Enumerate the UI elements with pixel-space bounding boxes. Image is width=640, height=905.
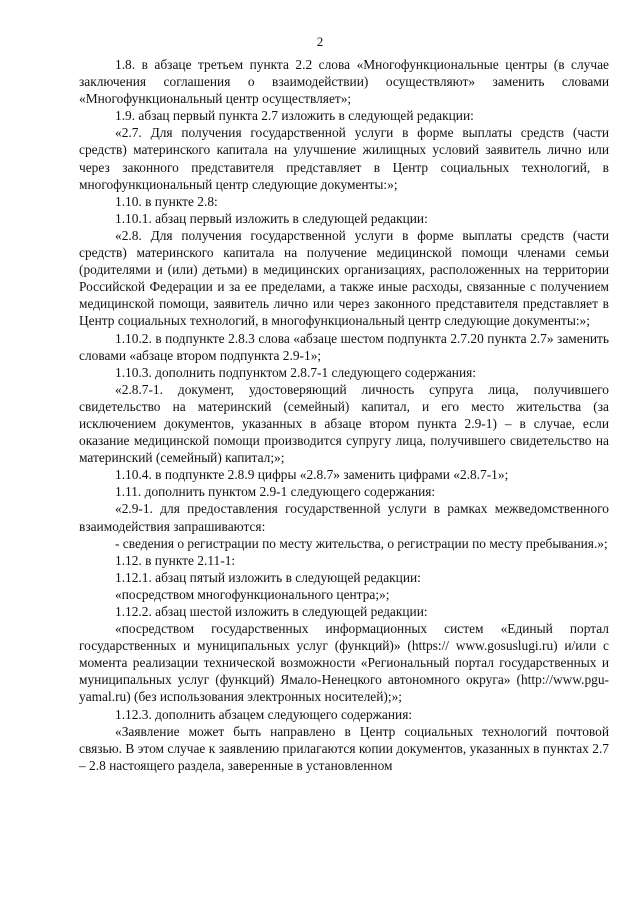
paragraph: 1.12.1. абзац пятый изложить в следующей редакции: — [115, 569, 421, 585]
paragraph: 1.10.3. дополнить подпунктом 2.8.7-1 следующего содержания: — [115, 364, 477, 380]
document-body — [79, 56, 609, 774]
paragraph: «посредством многофункционального центра;»; — [115, 586, 390, 602]
paragraph: «посредством государственных информационных систем «Единый портал государственных и муниципальных услуг (функций)» (https:// www.gosuslugi.ru) и/или с момента реализации технической возможности «Региональный портал государственных и муниципальных услуг (функций) Ямало-Ненецкого автономного округа» (http://www.pgu-yamal.ru) (без использования электронных носителей);»; — [79, 621, 609, 705]
paragraph: 1.12. в пункте 2.11-1: — [115, 552, 236, 568]
paragraph: 1.8. в абзаце третьем пункта 2.2 слова «Многофункциональные центры (в случае заключения соглашения о взаимодействии) осуществляют» заменить словами «Многофункциональный центр осуществляет»; — [79, 57, 609, 107]
paragraph: - сведения о регистрации по месту жительства, о регистрации по месту пребывания.»; — [115, 535, 608, 551]
page-number: 2 — [316, 34, 324, 49]
paragraph: «Заявление может быть направлено в Центр социальных технологий почтовой связью. В этом случае к заявлению прилагаются копии документов, указанных в пунктах 2.7 – 2.8 настоящего раздела, заверенные в установленном — [79, 723, 609, 773]
paragraph: «2.8.7-1. документ, удостоверяющий личность супруга лица, получившего свидетельство на материнский (семейный) капитал, и его место жительства (за исключением документов, указанных в абзаце втором пункта 2.9-1) – в случае, если оказание медицинской помощи производится супругу лица, получившего свидетельство на материнский (семейный) капитал;»; — [79, 381, 609, 466]
paragraph: 1.11. дополнить пунктом 2.9-1 следующего содержания: — [115, 484, 436, 500]
paragraph: 1.10.1. абзац первый изложить в следующей редакции: — [115, 210, 428, 226]
paragraph: 1.10. в пункте 2.8: — [115, 193, 218, 209]
paragraph: 1.10.2. в подпункте 2.8.3 слова «абзаце шестом подпункта 2.7.20 пункта 2.7» заменить словами «абзаце втором подпункта 2.9-1»; — [79, 330, 609, 363]
paragraph: «2.8. Для получения государственной услуги в форме выплаты средств (части средств) материнского капитала на получение медицинской помощи членами семьи (родителями и (или) детьми) в медицинских организациях, расположенных на территории Российской Федерации и за ее пределами, а также иные расходы, связанные с получением медицинской помощи, заявитель лично или через законного представителя представляет в Центр социальных технологий, в многофункциональный центр следующие документы:»; — [79, 227, 609, 329]
paragraph: 1.10.4. в подпункте 2.8.9 цифры «2.8.7» заменить цифрами «2.8.7-1»; — [115, 467, 509, 483]
paragraph: 1.12.3. дополнить абзацем следующего содержания: — [115, 706, 413, 722]
paragraph: «2.7. Для получения государственной услуги в форме выплаты средств (части средств) материнского капитала на улучшение жилищных условий заявитель лично или через законного представителя представляет в Центр социальных технологий, в многофункциональный центр следующие документы:»; — [79, 125, 609, 192]
paragraph: 1.9. абзац первый пункта 2.7 изложить в следующей редакции: — [115, 108, 474, 124]
paragraph: 1.12.2. абзац шестой изложить в следующей редакции: — [115, 604, 428, 619]
paragraph: «2.9-1. для предоставления государственной услуги в рамках межведомственного взаимодействия запрашиваются: — [79, 501, 609, 534]
